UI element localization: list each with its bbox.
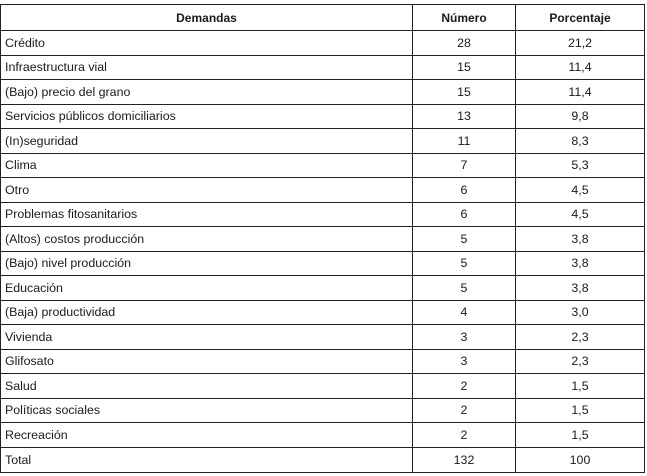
cell-porcentaje: 21,2 — [516, 31, 645, 56]
cell-numero: 4 — [413, 300, 516, 325]
cell-numero: 2 — [413, 398, 516, 423]
cell-porcentaje: 1,5 — [516, 398, 645, 423]
table-row — [1, 423, 645, 448]
cell-demanda: Vivienda — [1, 325, 413, 350]
table-row — [1, 178, 645, 203]
cell-demanda: (Altos) costos producción — [1, 227, 413, 252]
total-numero: 132 — [413, 447, 516, 472]
cell-numero: 7 — [413, 153, 516, 178]
cell-numero: 15 — [413, 55, 516, 80]
cell-demanda: Salud — [1, 374, 413, 399]
table-row — [1, 129, 645, 154]
cell-porcentaje: 5,3 — [516, 153, 645, 178]
cell-demanda: Glifosato — [1, 349, 413, 374]
header-porcentaje: Porcentaje — [516, 5, 645, 31]
cell-porcentaje: 9,8 — [516, 104, 645, 129]
cell-demanda: Educación — [1, 276, 413, 301]
cell-demanda: Políticas sociales — [1, 398, 413, 423]
cell-demanda: Servicios públicos domiciliarios — [1, 104, 413, 129]
total-label: Total — [1, 447, 413, 472]
table-row — [1, 55, 645, 80]
table-header-row — [1, 5, 645, 31]
table-row — [1, 374, 645, 399]
cell-porcentaje: 11,4 — [516, 55, 645, 80]
cell-numero: 3 — [413, 349, 516, 374]
cell-numero: 6 — [413, 202, 516, 227]
cell-numero: 5 — [413, 251, 516, 276]
cell-porcentaje: 11,4 — [516, 80, 645, 105]
table-row — [1, 349, 645, 374]
cell-demanda: (Baja) productividad — [1, 300, 413, 325]
header-demandas: Demandas — [1, 5, 413, 31]
cell-numero: 11 — [413, 129, 516, 154]
cell-demanda: Clima — [1, 153, 413, 178]
cell-porcentaje: 2,3 — [516, 325, 645, 350]
cell-demanda: Problemas fitosanitarios — [1, 202, 413, 227]
cell-numero: 5 — [413, 276, 516, 301]
cell-porcentaje: 3,8 — [516, 251, 645, 276]
table-row — [1, 276, 645, 301]
cell-numero: 2 — [413, 423, 516, 448]
cell-porcentaje: 1,5 — [516, 374, 645, 399]
demands-table — [0, 4, 645, 473]
cell-porcentaje: 4,5 — [516, 178, 645, 203]
table-row — [1, 227, 645, 252]
table-row — [1, 202, 645, 227]
cell-demanda: (Bajo) nivel producción — [1, 251, 413, 276]
cell-demanda: Crédito — [1, 31, 413, 56]
cell-numero: 3 — [413, 325, 516, 350]
cell-porcentaje: 3,0 — [516, 300, 645, 325]
table-row — [1, 398, 645, 423]
cell-porcentaje: 4,5 — [516, 202, 645, 227]
table-row — [1, 300, 645, 325]
total-porcentaje: 100 — [516, 447, 645, 472]
table-row — [1, 104, 645, 129]
cell-numero: 28 — [413, 31, 516, 56]
cell-porcentaje: 3,8 — [516, 227, 645, 252]
demands-table-container — [0, 4, 645, 473]
cell-demanda: Recreación — [1, 423, 413, 448]
table-total-row — [1, 447, 645, 472]
table-row — [1, 153, 645, 178]
cell-demanda: (Bajo) precio del grano — [1, 80, 413, 105]
cell-numero: 13 — [413, 104, 516, 129]
cell-demanda: Otro — [1, 178, 413, 203]
table-row — [1, 251, 645, 276]
cell-porcentaje: 2,3 — [516, 349, 645, 374]
cell-numero: 6 — [413, 178, 516, 203]
table-row — [1, 80, 645, 105]
cell-porcentaje: 3,8 — [516, 276, 645, 301]
cell-demanda: Infraestructura vial — [1, 55, 413, 80]
cell-numero: 5 — [413, 227, 516, 252]
table-row — [1, 325, 645, 350]
header-numero: Número — [413, 5, 516, 31]
cell-porcentaje: 1,5 — [516, 423, 645, 448]
cell-numero: 2 — [413, 374, 516, 399]
table-row — [1, 31, 645, 56]
cell-demanda: (In)seguridad — [1, 129, 413, 154]
cell-numero: 15 — [413, 80, 516, 105]
cell-porcentaje: 8,3 — [516, 129, 645, 154]
